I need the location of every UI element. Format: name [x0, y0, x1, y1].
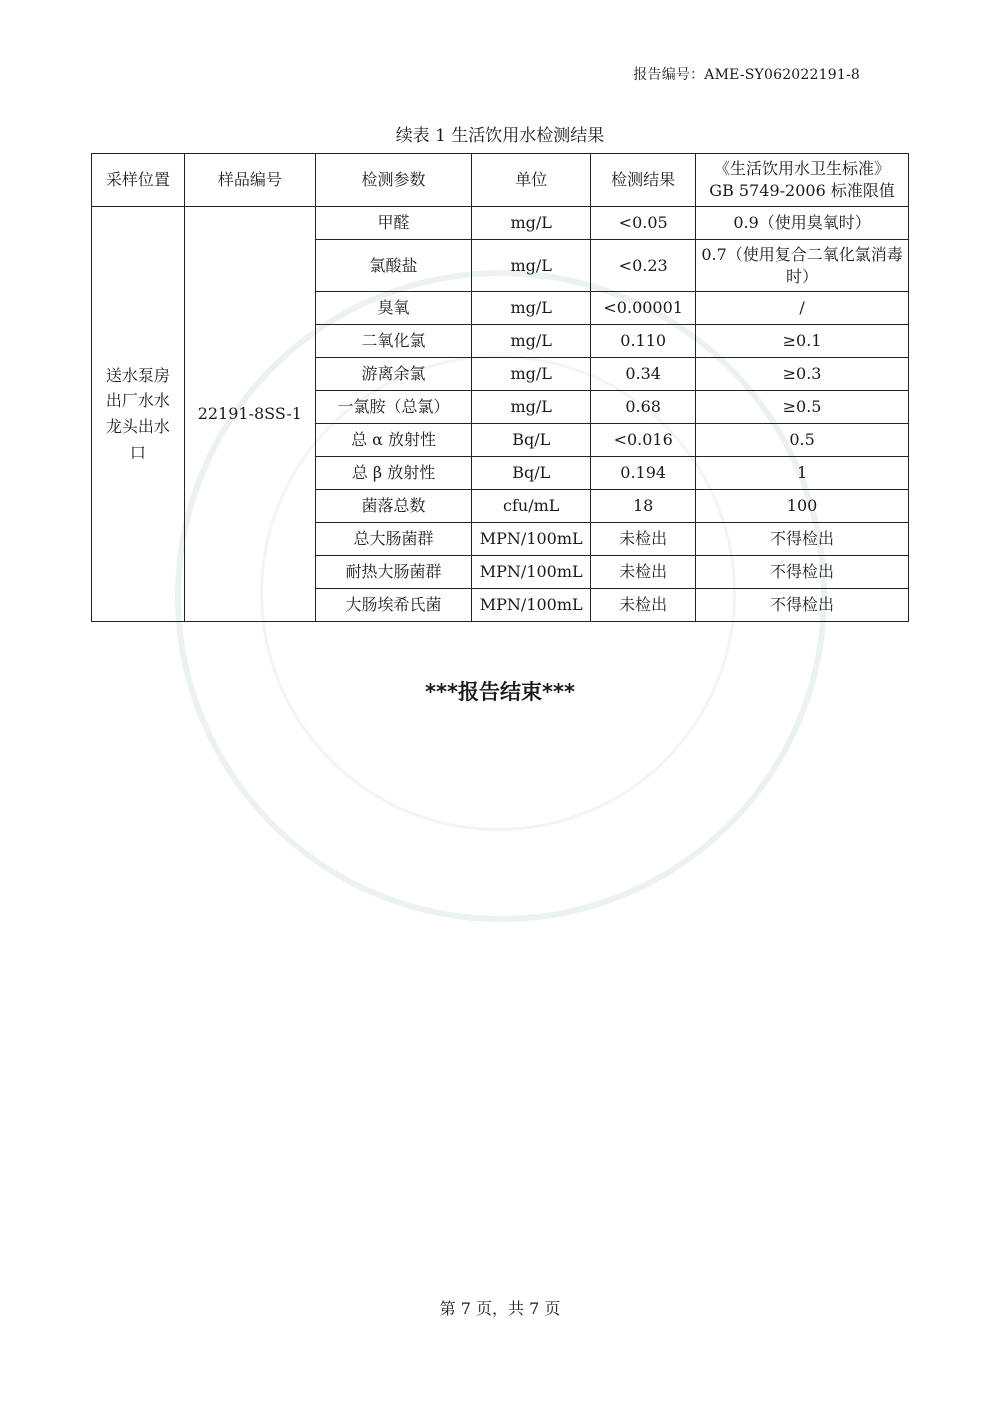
- unit-cell: mg/L: [472, 292, 591, 325]
- table-row: [92, 207, 909, 240]
- header-standard: [696, 154, 909, 207]
- page-number: 第 7 页，共 7 页: [439, 1299, 561, 1318]
- header-sampling-location: 采样位置: [92, 154, 185, 207]
- result-cell: <0.05: [591, 207, 696, 240]
- param-cell: 甲醛: [315, 207, 471, 240]
- standard-cell: /: [696, 292, 909, 325]
- header-standard-line1: 《生活饮用水卫生标准》: [714, 159, 891, 179]
- param-cell: 游离余氯: [315, 358, 471, 391]
- results-table: [91, 153, 909, 622]
- table-title: 续表 1 生活饮用水检测结果: [395, 126, 605, 146]
- param-cell: 总大肠菌群: [315, 523, 471, 556]
- standard-cell: 0.7（使用复合二氧化氯消毒时）: [696, 240, 909, 292]
- standard-cell: 0.5: [696, 424, 909, 457]
- unit-cell: mg/L: [472, 391, 591, 424]
- result-cell: 未检出: [591, 589, 696, 622]
- sample-code-cell: 22191-8SS-1: [184, 207, 315, 622]
- report-end-mark: ***报告结束***: [425, 680, 575, 704]
- standard-cell: 不得检出: [696, 523, 909, 556]
- unit-cell: mg/L: [472, 358, 591, 391]
- unit-cell: MPN/100mL: [472, 556, 591, 589]
- unit-cell: Bq/L: [472, 457, 591, 490]
- sampling-location-cell: [92, 207, 185, 622]
- header-sample-code: 样品编号: [184, 154, 315, 207]
- param-cell: 臭氧: [315, 292, 471, 325]
- unit-cell: mg/L: [472, 240, 591, 292]
- result-cell: 0.110: [591, 325, 696, 358]
- table-header-row: [92, 154, 909, 207]
- result-cell: 0.34: [591, 358, 696, 391]
- result-cell: 18: [591, 490, 696, 523]
- standard-cell: ≥0.3: [696, 358, 909, 391]
- param-cell: 菌落总数: [315, 490, 471, 523]
- report-number: 报告编号：AME-SY062022191-8: [633, 67, 860, 83]
- result-cell: 0.68: [591, 391, 696, 424]
- result-cell: <0.00001: [591, 292, 696, 325]
- result-cell: <0.016: [591, 424, 696, 457]
- result-cell: 0.194: [591, 457, 696, 490]
- unit-cell: cfu/mL: [472, 490, 591, 523]
- result-cell: 未检出: [591, 556, 696, 589]
- standard-cell: 100: [696, 490, 909, 523]
- param-cell: 总 α 放射性: [315, 424, 471, 457]
- header-parameter: 检测参数: [315, 154, 471, 207]
- header-unit: 单位: [472, 154, 591, 207]
- unit-cell: MPN/100mL: [472, 589, 591, 622]
- standard-cell: 不得检出: [696, 589, 909, 622]
- param-cell: 一氯胺（总氯）: [315, 391, 471, 424]
- header-result: 检测结果: [591, 154, 696, 207]
- param-cell: 总 β 放射性: [315, 457, 471, 490]
- header-standard-line2: GB 5749-2006 标准限值: [709, 181, 895, 200]
- standard-cell: ≥0.5: [696, 391, 909, 424]
- result-cell: 未检出: [591, 523, 696, 556]
- unit-cell: mg/L: [472, 207, 591, 240]
- param-cell: 大肠埃希氏菌: [315, 589, 471, 622]
- unit-cell: mg/L: [472, 325, 591, 358]
- unit-cell: Bq/L: [472, 424, 591, 457]
- standard-cell: 不得检出: [696, 556, 909, 589]
- unit-cell: MPN/100mL: [472, 523, 591, 556]
- standard-cell: 0.9（使用臭氧时）: [696, 207, 909, 240]
- sampling-location: 送水泵房出厂水水龙头出水口: [105, 365, 170, 462]
- result-cell: <0.23: [591, 240, 696, 292]
- standard-cell: ≥0.1: [696, 325, 909, 358]
- standard-cell: 1: [696, 457, 909, 490]
- param-cell: 二氧化氯: [315, 325, 471, 358]
- param-cell: 耐热大肠菌群: [315, 556, 471, 589]
- param-cell: 氯酸盐: [315, 240, 471, 292]
